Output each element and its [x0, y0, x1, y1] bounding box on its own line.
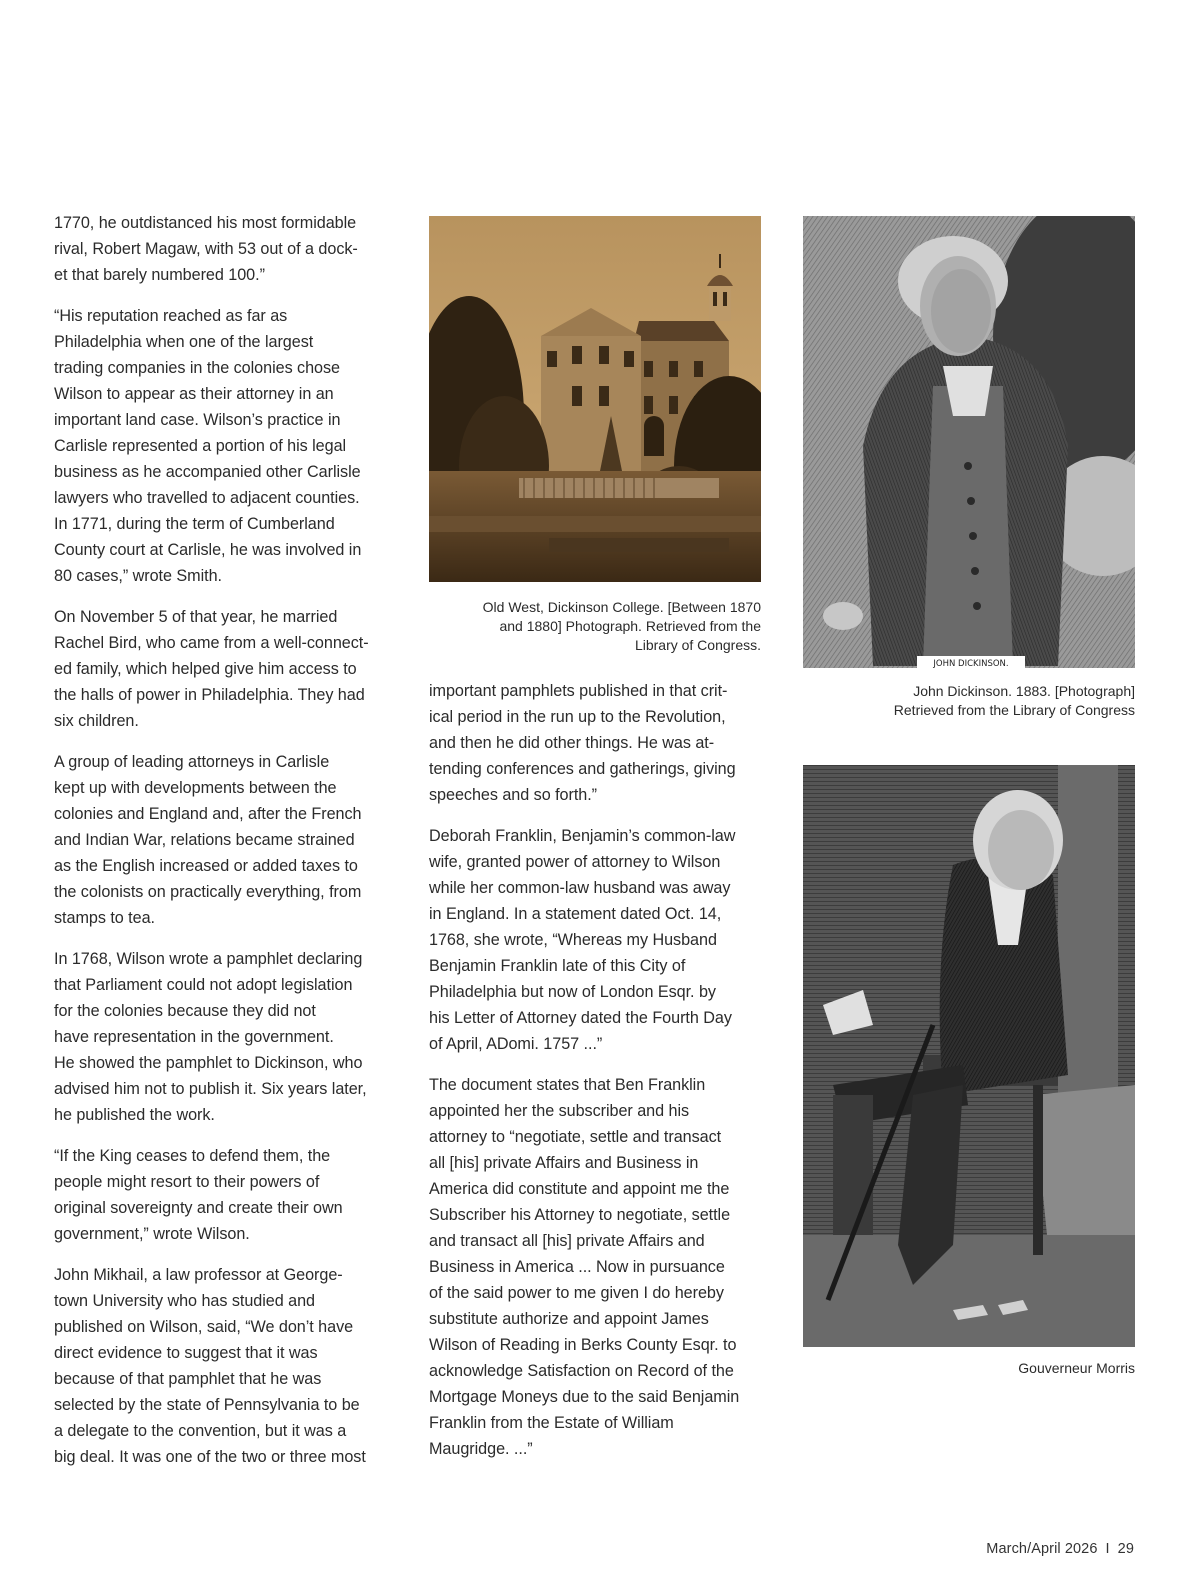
paragraph: On November 5 of that year, he married Rachel Bird, who came from a well-connect- ed family, which helped give him access to the halls of power in Philadelphia. They had six children.	[54, 608, 369, 730]
john-dickinson-portrait	[803, 216, 1135, 668]
footer-separator: I	[1105, 1541, 1110, 1557]
gouverneur-morris-caption: Gouverneur Morris	[1018, 1360, 1135, 1376]
paragraph: John Mikhail, a law professor at George- town University who has studied and published on Wilson, said, “We don’t have direct evidence to suggest that it was because of that pamphlet that he was selected by the state of Pennsylvania to be a delegate to the convention, but it was a big deal. It was one of the two or three most	[54, 1266, 366, 1466]
old-west-caption: Old West, Dickinson College. [Between 1870 and 1880] Photograph. Retrieved from the Library of Congress.	[482, 599, 761, 653]
portrait-plate-label: JOHN DICKINSON.	[933, 659, 1009, 668]
article-column-1	[54, 210, 394, 1485]
old-west-photo	[429, 216, 761, 582]
paragraph: A group of leading attorneys in Carlisle kept up with developments between the colonies and England and, after the French and Indian War, relations became strained as the English increased or added taxes to the colonists on practically everything, from stamps to tea.	[54, 753, 362, 927]
john-dickinson-caption: John Dickinson. 1883. [Photograph] Retrieved from the Library of Congress	[893, 683, 1135, 718]
paragraph: The document states that Ben Franklin appointed her the subscriber and his attorney to “negotiate, settle and transact all [his] private Affairs and Business in America did constitute and appoint me the Subscriber his Attorney to negotiate, settle and transact all [his] private Affairs and Business in America ... Now in pursuance of the said power to me given I do hereby substitute authorize and appoint James Wilson of Reading in Berks County Esqr. to acknowledge Satisfaction on Record of the Mortgage Moneys due to the said Benjamin Franklin from the Estate of William Maugridge. ...”	[429, 1076, 740, 1458]
paragraph: In 1768, Wilson wrote a pamphlet declaring that Parliament could not adopt legislation for the colonies because they did not have representation in the government. He showed the pamphlet to Dickinson, who advised him not to publish it. Six years later, he published the work.	[54, 950, 367, 1124]
paragraph: “His reputation reached as far as Philadelphia when one of the largest trading companies in the colonies chose Wilson to appear as their attorney in an important land case. Wilson’s practice in Carlisle represented a portion of his legal business as he accompanied other Carlisle lawyers who travelled to adjacent counties. In 1771, during the term of Cumberland County court at Carlisle, he was involved in 80 cases,” wrote Smith.	[54, 307, 362, 585]
paragraph: “If the King ceases to defend them, the people might resort to their powers of original sovereignty and create their own government,” wrote Wilson.	[54, 1147, 343, 1243]
article-column-2	[429, 678, 769, 1477]
gouverneur-morris-portrait	[803, 765, 1135, 1347]
page-footer	[986, 1541, 1134, 1557]
paragraph: important pamphlets published in that crit- ical period in the run up to the Revolution, and then he did other things. He was at- tending conferences and gatherings, giving speeches and so forth.”	[429, 682, 736, 804]
paragraph: 1770, he outdistanced his most formidable rival, Robert Magaw, with 53 out of a dock- et that barely numbered 100.”	[54, 214, 358, 284]
page-number: 29	[1117, 1541, 1134, 1557]
issue-date: March/April 2026	[986, 1541, 1098, 1557]
paragraph: Deborah Franklin, Benjamin’s common-law wife, granted power of attorney to Wilson while her common-law husband was away in England. In a statement dated Oct. 14, 1768, she wrote, “Whereas my Husband Benjamin Franklin late of this City of Philadelphia but now of London Esqr. by his Letter of Attorney dated the Fourth Day of April, ADomi. 1757 ...”	[429, 827, 736, 1053]
